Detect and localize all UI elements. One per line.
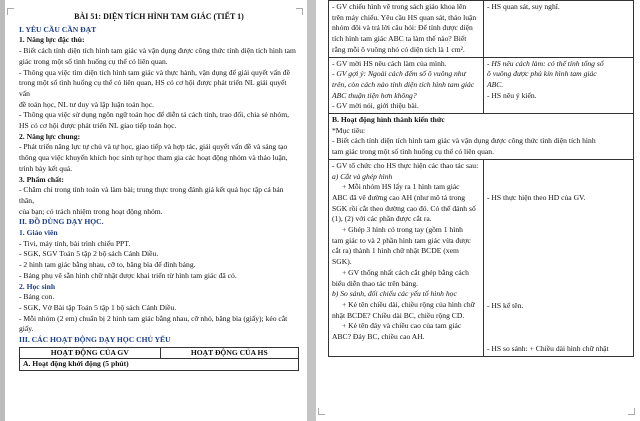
text-line: - HS so sánh: + Chiều dài hình chữ nhật xyxy=(487,344,609,354)
text-line: ô vuông được phủ kín hình tam giác xyxy=(487,69,597,79)
section-heading: I. YÊU CẦU CẦN ĐẠT xyxy=(19,24,97,34)
text-line: + Kẻ tên đáy và chiều cao của tam giác xyxy=(342,321,462,331)
subsection-heading: 3. Phẩm chất: xyxy=(19,174,64,184)
text-line: - GV chiếu hình vẽ trong sách giáo khoa lên xyxy=(332,2,467,11)
text-line: ABC đã vẽ đường cao AH (như mô tả trong xyxy=(332,192,466,202)
text-line: - Tivi, máy tính, bài trình chiếu PPT. xyxy=(19,238,131,248)
page-gap xyxy=(307,0,316,421)
text-line: đề toán học, NL tư duy và lập luận toán học. xyxy=(19,99,155,109)
text-line: + Kẻ tên chiều dài, chiều rộng của hình chữ xyxy=(342,299,475,309)
text-line: - HS nêu ý kiến. xyxy=(487,90,537,100)
subsection-heading: 1. Năng lực đặc thù: xyxy=(19,35,85,45)
text-line: - SGK, SGV Toán 5 tập 2 bộ sách Cánh Diều. xyxy=(19,249,159,259)
text-line: - HS nêu cách làm: có thể tính tổng số xyxy=(487,58,604,68)
text-line: HS có cơ hội được phát triển NL giao tiếp toán học. xyxy=(19,121,177,131)
text-line: trên máy chiếu. Yêu cầu HS quan sát, thảo luận xyxy=(332,12,477,22)
column-header-student: HOẠT ĐỘNG CỦA HS xyxy=(160,347,298,359)
subsection-heading: 2. Năng lực chung: xyxy=(19,131,81,141)
text-line: - Phát triển năng lực tự chủ và tự học, giao tiếp và hợp tác, giải quyết vấn đề và sáng tạo xyxy=(19,142,288,152)
subsection-heading: 1. Giáo viên xyxy=(19,228,58,238)
activity-table-continued xyxy=(328,0,634,357)
text-line: SGK). xyxy=(332,257,352,267)
column-header-teacher: HOẠT ĐỘNG CỦA GV xyxy=(20,347,161,359)
text-line: tam giác trong một số tình huống cụ thể có liên quan. xyxy=(332,147,494,157)
text-line: trình bày kết quả. xyxy=(19,163,73,173)
section-heading: II. ĐỒ DÙNG DẠY HỌC. xyxy=(19,217,104,227)
student-cell xyxy=(484,57,634,114)
crop-mark xyxy=(318,408,325,415)
activity-table xyxy=(19,347,299,371)
text-line: ABC thuận tiện hơn không? xyxy=(332,90,417,100)
text-line: - 2 hình tam giác bằng nhau, cỡ to, băng bìa để đính bảng. xyxy=(19,260,196,270)
text-line: - Thông qua việc tìm diện tích hình tam giác và thực hành, vận dụng để giải quyết vấn đề xyxy=(19,67,290,77)
text-line: - GV tổ chức cho HS thực hiện các thao tác sau: xyxy=(332,160,479,170)
crop-mark xyxy=(7,8,14,15)
crop-mark xyxy=(628,408,635,415)
text-line: - GV mời HS nêu cách làm của mình. xyxy=(332,58,447,68)
text-line: SGK rồi cắt theo đường cao đó. Có thể đánh số xyxy=(332,203,476,213)
text-line: tam giác to và 2 phần hình tam giác vừa được xyxy=(332,235,471,245)
text-line: tích hình tam giác ABC ta làm thế nào? Biết xyxy=(332,34,467,44)
text-line: biểu diễn thao tác trên bảng. xyxy=(332,278,419,288)
section-heading: III. CÁC HOẠT ĐỘNG DẠY HỌC CHỦ YẾU xyxy=(19,335,171,345)
text-line: giác trong một số tình huống cụ thể có liên quan. xyxy=(19,56,168,66)
text-line: - Biết cách tính diện tích hình tam giác và vận dụng được công thức tính diện tích hình tam xyxy=(19,46,296,56)
activity-row-heading: B. Hoạt động hình thành kiến thức xyxy=(332,115,445,125)
text-line: - GV mời nói, giới thiệu bài. xyxy=(332,101,419,111)
text-line: - GV gợi ý: Ngoài cách đếm số ô vuông như xyxy=(332,69,466,79)
text-line: nhật BCDE? Chiều dài BC, chiều rộng CD. xyxy=(332,310,465,320)
text-line: ABC. xyxy=(487,79,504,89)
text-line: - HS thực hiện theo HD của GV. xyxy=(487,192,586,202)
text-line: - HS quan sát, suy nghĩ. xyxy=(487,2,560,11)
text-line: - HS kể tên. xyxy=(487,300,524,310)
text-line: rằng mỗi ô vuông nhỏ có diện tích là 1 cm². xyxy=(332,44,465,54)
text-line: giấy. xyxy=(19,324,34,334)
document-page-left xyxy=(5,0,307,421)
teacher-cell xyxy=(329,1,484,58)
crop-mark xyxy=(296,8,303,15)
student-cell xyxy=(484,1,634,58)
text-line: ABC? Đáy BC, chiều cao AH. xyxy=(332,332,425,342)
text-line: của bạn; có trách nhiệm trong hoạt động nhóm. xyxy=(19,206,163,216)
text-line: + Ghép 3 hình có trong tay (gồm 1 hình xyxy=(342,225,463,235)
text-line: - Bảng phụ vẽ sẵn hình chữ nhật được khai triển từ hình tam giác đã có. xyxy=(19,270,237,280)
text-line: - Mỗi nhóm (2 em) chuẩn bị 2 hình tam giác bằng nhau, cỡ nhỏ, băng bìa (giấy); kéo cắt xyxy=(19,313,288,323)
text-line: - SGK, Vở Bài tập Toán 5 tập 1 bộ sách Cánh Diều. xyxy=(19,302,177,312)
text-line: + Mỗi nhóm HS lấy ra 1 hình tam giác xyxy=(342,182,460,192)
text-line: b) So sánh, đối chiếu các yếu tố hình học xyxy=(332,289,457,299)
text-line: (1), (2) với các phần được cắt ra. xyxy=(332,214,432,224)
text-line: - Bảng con. xyxy=(19,292,55,302)
subsection-heading: 2. Học sinh xyxy=(19,281,56,291)
text-line: thông qua việc khuyến khích học sinh tự học tham gia các hoạt động nhóm và thảo luận, xyxy=(19,153,288,163)
teacher-cell xyxy=(329,57,484,114)
teacher-cell xyxy=(329,159,484,356)
text-line: trong một số tình huống cụ thể có liên quan, HS có cơ hội được phát triển NL giải quyết vấn xyxy=(19,78,287,98)
text-line: a) Cắt và ghép hình xyxy=(332,171,393,181)
text-line: - Thông qua việc sử dụng ngôn ngữ toán học để diễn tả cách tính, trao đổi, chia sẻ nhóm, xyxy=(19,110,290,120)
text-line: + GV thống nhất cách cắt ghép bằng cách xyxy=(342,267,469,277)
student-cell xyxy=(484,159,634,356)
text-line: - Biết cách tính diện tích hình tam giác và vận dụng được công thức tính diện tích hình xyxy=(332,136,596,146)
text-line: trên, còn cách nào tính diện tích hình tam giác xyxy=(332,79,475,89)
document-page-right xyxy=(316,0,640,421)
activity-section-cell xyxy=(329,114,634,160)
text-line: *Mục tiêu: xyxy=(332,125,366,135)
text-line: nhóm đôi và trả lời câu hỏi: Để tính được diện xyxy=(332,23,473,33)
activity-row-heading: A. Hoạt động khởi động (5 phút) xyxy=(20,359,299,371)
text-line: - Chăm chỉ trong tính toán và làm bài; trung thực trong đánh giá kết quả học tập cá bản thân, xyxy=(19,185,284,205)
lesson-title: BÀI 51: DIỆN TÍCH HÌNH TAM GIÁC (TIẾT 1) xyxy=(74,12,244,21)
text-line: cắt ra) thành 1 hình chữ nhật BCDE (xem xyxy=(332,246,459,256)
